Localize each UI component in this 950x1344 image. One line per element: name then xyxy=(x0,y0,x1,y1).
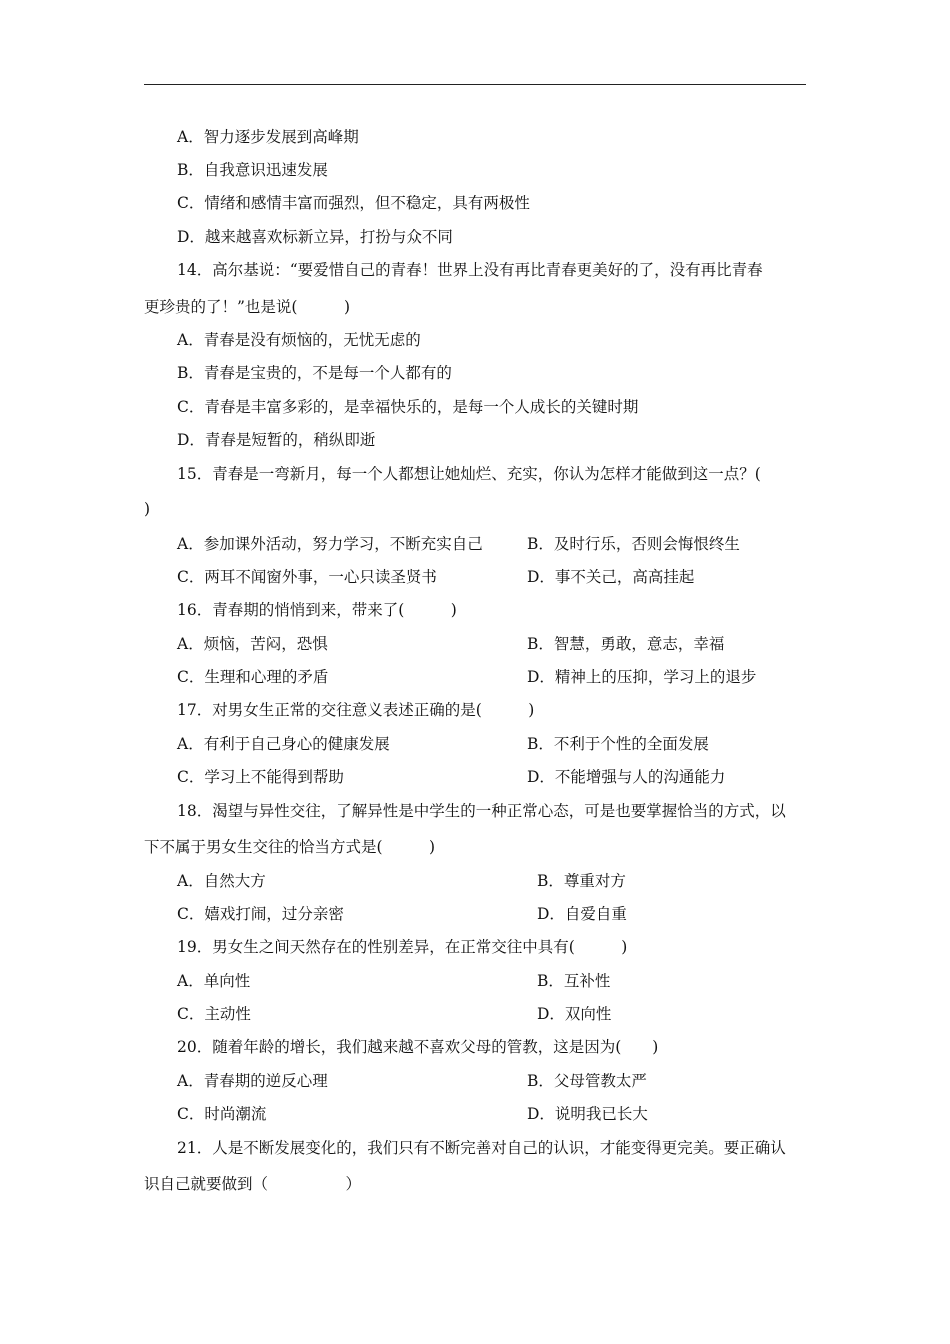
q19-option-a: A．单向性 xyxy=(177,972,251,990)
q14-option-b: B．青春是宝贵的，不是每一个人都有的 xyxy=(177,364,452,382)
q17-stem: 17．对男女生正常的交往意义表述正确的是( ) xyxy=(177,701,535,719)
q13-option-d: D．越来越喜欢标新立异，打扮与众不同 xyxy=(177,228,453,246)
q15-option-a: A．参加课外活动，努力学习，不断充实自己 xyxy=(177,535,483,553)
q17-option-a: A．有利于自己身心的健康发展 xyxy=(177,735,390,753)
q16-option-d: D．精神上的压抑，学习上的退步 xyxy=(527,668,757,686)
header-rule xyxy=(144,84,806,85)
q14-option-c: C．青春是丰富多彩的，是幸福快乐的，是每一个人成长的关键时期 xyxy=(177,398,639,416)
q20-option-c: C．时尚潮流 xyxy=(177,1105,267,1123)
q15-option-b: B．及时行乐，否则会悔恨终生 xyxy=(527,535,740,553)
q21-stem-line2: 识自己就要做到（ ） xyxy=(144,1175,362,1193)
q18-option-b: B．尊重对方 xyxy=(537,872,626,890)
q15-stem-line2: ) xyxy=(144,500,151,518)
q15-stem-line1: 15．青春是一弯新月，每一个人都想让她灿烂、充实，你认为怎样才能做到这一点？( xyxy=(177,465,761,483)
q17-option-d: D．不能增强与人的沟通能力 xyxy=(527,768,726,786)
q18-option-d: D．自爱自重 xyxy=(537,905,627,923)
q13-option-c: C．情绪和感情丰富而强烈，但不稳定，具有两极性 xyxy=(177,194,530,212)
q18-option-a: A．自然大方 xyxy=(177,872,266,890)
q18-option-c: C．嬉戏打闹，过分亲密 xyxy=(177,905,344,923)
q20-option-b: B．父母管教太严 xyxy=(527,1072,647,1090)
q13-option-b: B．自我意识迅速发展 xyxy=(177,161,328,179)
q20-option-d: D．说明我已长大 xyxy=(527,1105,648,1123)
q17-option-c: C．学习上不能得到帮助 xyxy=(177,768,344,786)
q19-option-b: B．互补性 xyxy=(537,972,611,990)
q14-stem-line1: 14．高尔基说：“要爱惜自己的青春！世界上没有再比青春更美好的了，没有再比青春 xyxy=(177,261,763,279)
q19-option-d: D．双向性 xyxy=(537,1005,612,1023)
q16-option-a: A．烦恼，苦闷，恐惧 xyxy=(177,635,328,653)
q15-option-d: D．事不关己，高高挂起 xyxy=(527,568,695,586)
q19-stem: 19．男女生之间天然存在的性别差异，在正常交往中具有( ) xyxy=(177,938,628,956)
q16-stem: 16．青春期的悄悄到来，带来了( ) xyxy=(177,601,457,619)
q17-option-b: B．不利于个性的全面发展 xyxy=(527,735,709,753)
q14-option-a: A．青春是没有烦恼的，无忧无虑的 xyxy=(177,331,421,349)
q14-option-d: D．青春是短暂的，稍纵即逝 xyxy=(177,431,376,449)
q18-stem-line1: 18．渴望与异性交往，了解异性是中学生的一种正常心态，可是也要掌握恰当的方式，以 xyxy=(177,802,786,820)
q13-option-a: A．智力逐步发展到高峰期 xyxy=(177,128,359,146)
q15-option-c: C．两耳不闻窗外事，一心只读圣贤书 xyxy=(177,568,437,586)
q21-stem-line1: 21．人是不断发展变化的，我们只有不断完善对自己的认识，才能变得更完美。要正确认 xyxy=(177,1139,786,1157)
q18-stem-line2: 下不属于男女生交往的恰当方式是( ) xyxy=(144,838,436,856)
q16-option-c: C．生理和心理的矛盾 xyxy=(177,668,329,686)
q14-stem-line2: 更珍贵的了！”也是说( ) xyxy=(144,298,351,316)
q20-stem: 20．随着年龄的增长，我们越来越不喜欢父母的管教，这是因为( ) xyxy=(177,1038,659,1056)
q19-option-c: C．主动性 xyxy=(177,1005,251,1023)
q20-option-a: A．青春期的逆反心理 xyxy=(177,1072,328,1090)
q16-option-b: B．智慧，勇敢，意志，幸福 xyxy=(527,635,725,653)
